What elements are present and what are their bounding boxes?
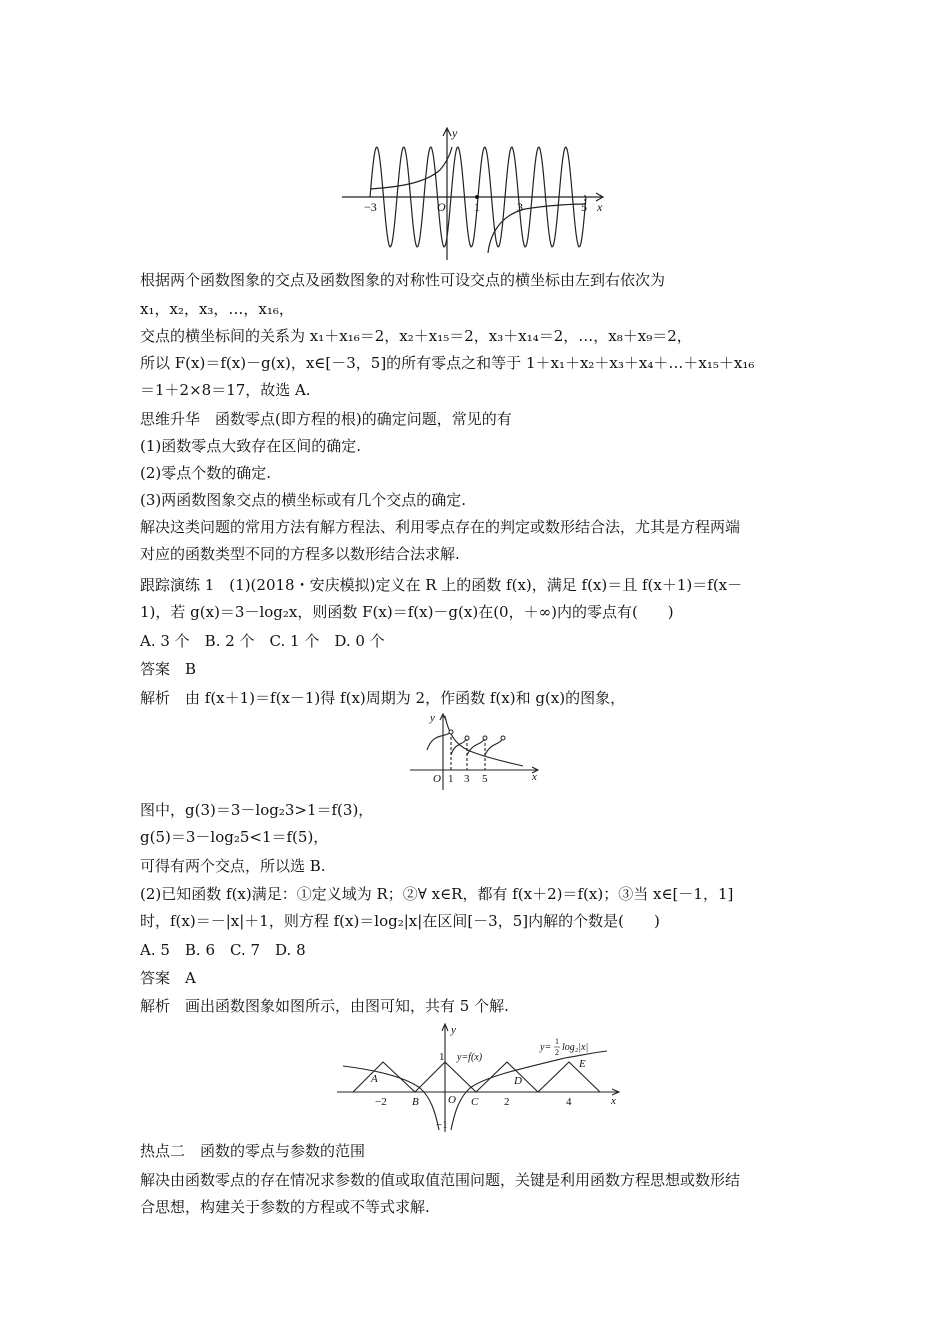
y-label: y: [452, 126, 458, 140]
log-fraction-num: 1: [555, 1037, 559, 1046]
paragraphs-line-8: (3)两函数图象交点的横坐标或有几个交点的确定.: [140, 491, 467, 509]
point-e-label: E: [579, 1058, 586, 1070]
paragraphs-line-7: (2)零点个数的确定.: [140, 464, 272, 482]
log-prefix: y=: [540, 1042, 552, 1053]
tick-4: 4: [566, 1096, 572, 1108]
point-a-label: A: [371, 1073, 378, 1085]
figure-periodic-fx-gx: [405, 710, 545, 795]
point-d-label: D: [514, 1075, 522, 1087]
paragraphs-line-11: 跟踪演练 1 (1)(2018・安庆模拟)定义在 R 上的函数 f(x)，满足 f(x)＝且 f(x＋1)＝f(x－: [140, 576, 743, 594]
paragraphs-line-10: 对应的函数类型不同的方程多以数形结合法求解.: [140, 545, 460, 563]
fx-piece-4: [485, 738, 503, 755]
tick-1: 1: [474, 200, 480, 214]
paragraphs-line-3: 所以 F(x)＝f(x)－g(x)，x∈[－3，5]的所有零点之和等于 1＋x₁＋x₂＋x₃＋x₄＋…＋x₁₅＋x₁₆: [140, 354, 755, 372]
tick-neg3: −3: [364, 200, 377, 214]
tick-1: 1: [439, 1051, 445, 1063]
tick-5: 5: [482, 773, 488, 785]
origin-label: O: [448, 1094, 456, 1106]
x-label: x: [611, 1095, 616, 1107]
paragraphs-line-15: 解析 由 f(x＋1)＝f(x－1)得 f(x)周期为 2，作函数 f(x)和 g(x)的图象，: [140, 689, 626, 707]
tick-5: 5: [581, 200, 587, 214]
g-curve: [445, 716, 523, 766]
paragraphs2-line-1: g(5)＝3－log₂5<1＝f(5)，: [140, 828, 329, 846]
paragraphs-line-0: 根据两个函数图象的交点及函数图象的对称性可设交点的横坐标由左到右依次为: [140, 271, 666, 289]
paragraphs2-line-3: (2)已知函数 f(x)满足：①定义域为 R；②∀ x∈R，都有 f(x＋2)＝f(x)；③当 x∈[－1，1]: [140, 885, 734, 903]
tick-neg1: −1: [436, 1119, 448, 1131]
paragraphs3-line-1: 解决由函数零点的存在情况求参数的值或取值范围问题，关键是利用函数方程思想或数形结: [140, 1171, 741, 1189]
tick-2: 2: [504, 1096, 510, 1108]
paragraphs-line-13: A. 3 个 B. 2 个 C. 1 个 D. 0 个: [140, 632, 385, 650]
x-label: x: [532, 771, 537, 783]
paragraphs-line-12: 1)，若 g(x)＝3－log₂x，则函数 F(x)＝f(x)－g(x)在(0，＋∞)内的零点有( ): [140, 603, 674, 621]
paragraphs2-line-0: 图中，g(3)＝3－log₂3>1＝f(3)，: [140, 801, 374, 819]
tick-1: 1: [448, 773, 454, 785]
figure-triangle-wave-log: [335, 1022, 625, 1134]
point-b-label: B: [412, 1096, 419, 1108]
tick-3: 3: [517, 200, 523, 214]
paragraphs-line-9: 解决这类问题的常用方法有解方程法、利用零点存在的判定或数形结合法，尤其是方程两端: [140, 518, 741, 536]
paragraphs-line-6: (1)函数零点大致存在区间的确定.: [140, 437, 362, 455]
figure-sine-vs-curve: [340, 125, 615, 265]
paragraphs2-line-7: 解析 画出函数图象如图所示，由图可知，共有 5 个解.: [140, 997, 509, 1015]
log-fraction-den: 2: [555, 1048, 559, 1057]
tick-neg2: −2: [375, 1096, 387, 1108]
paragraphs3-line-0: 热点二 函数的零点与参数的范围: [140, 1142, 366, 1160]
triangle-wave: [353, 1062, 600, 1092]
fx-piece-3: [467, 738, 485, 755]
paragraphs-line-14: 答案 B: [140, 660, 197, 678]
paragraphs-line-2: 交点的横坐标间的关系为 x₁＋x₁₆＝2，x₂＋x₁₅＝2，x₃＋x₁₄＝2，…，x₈＋x₉＝2，: [140, 327, 692, 345]
log-suffix: log₂|x|: [562, 1042, 589, 1053]
paragraphs2-line-2: 可得有两个交点，所以选 B.: [140, 857, 326, 875]
paragraphs2-line-6: 答案 A: [140, 969, 196, 987]
paragraphs3-line-2: 合思想，构建关于参数的方程或不等式求解.: [140, 1198, 430, 1216]
y-label: y: [430, 712, 435, 724]
log-left-branch: [343, 1066, 439, 1130]
origin-label: O: [437, 200, 446, 214]
origin-label: O: [433, 773, 441, 785]
fx-curve-label: y=f(x): [457, 1052, 483, 1063]
paragraphs2-line-4: 时，f(x)＝－|x|＋1，则方程 f(x)＝log₂|x|在区间[－3，5]内解的个数是( ): [140, 912, 660, 930]
point-c-label: C: [471, 1096, 479, 1108]
fx-piece-2: [451, 738, 467, 755]
paragraphs-line-5: 思维升华 函数零点(即方程的根)的确定问题，常见的有: [140, 410, 512, 428]
paragraphs2-line-5: A. 5 B. 6 C. 7 D. 8: [140, 941, 306, 959]
fx-piece-1: [427, 732, 451, 750]
paragraphs-line-1: x₁，x₂，x₃，…，x₁₆，: [140, 300, 294, 318]
paragraphs-line-4: ＝1＋2×8＝17，故选 A.: [140, 381, 311, 399]
x-label: x: [597, 200, 603, 214]
tick-3: 3: [464, 773, 470, 785]
y-label: y: [451, 1024, 456, 1036]
